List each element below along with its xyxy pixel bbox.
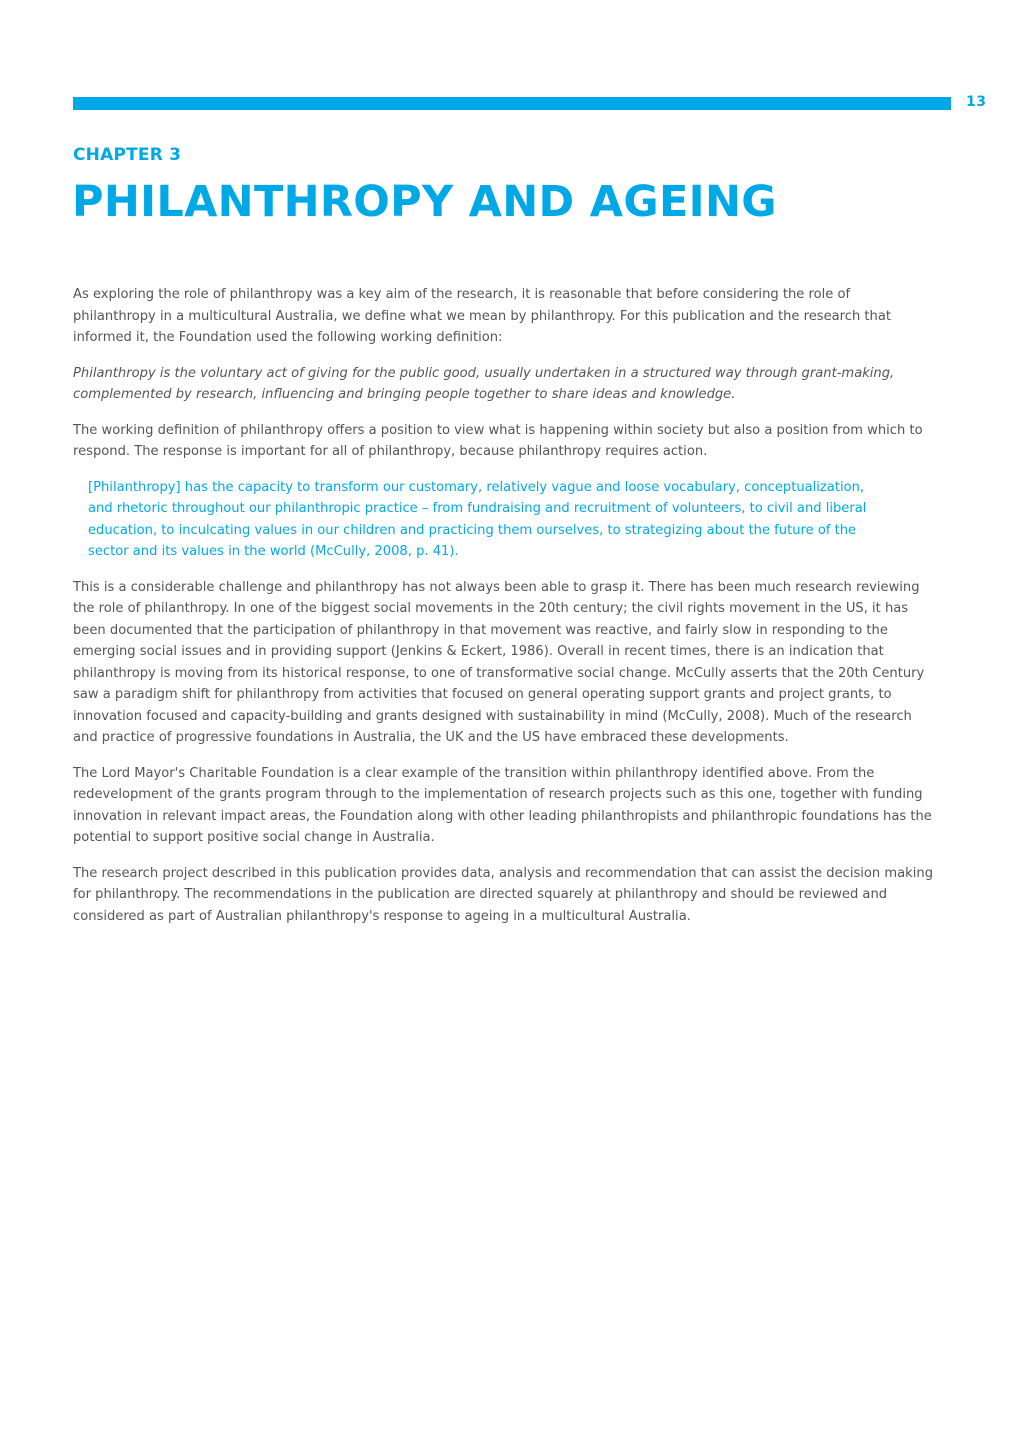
response-paragraph: The working definition of philanthropy offers a position to view what is happening within society but also a position from which to respond. The response is important for all of philanthropy, because philanthropy requires action. — [73, 422, 923, 459]
page-number: 13 — [966, 94, 987, 110]
body-content — [73, 284, 935, 941]
block-quote: [Philanthropy] has the capacity to transform our customary, relatively vague and loose vocabulary, conceptualization, and rhetoric throughout our philanthropic practice – from fundraising and recruitment of volunteers, to civil and liberal education, to inculcating values in our children and practicing them ourselves, to strategizing about the future of the sector and its values in the world (McCully, 2008, p. 41). — [88, 479, 867, 559]
intro-paragraph: As exploring the role of philanthropy was a key aim of the research, it is reasonable that before considering the role of philanthropy in a multicultural Australia, we define what we mean by philanthropy. For this publication and the research that informed it, the Foundation used the following working definition: — [73, 287, 892, 345]
header-rule — [73, 97, 951, 110]
conclusion-paragraph: The research project described in this publication provides data, analysis and recommendation that can assist the decision making for philanthropy. The recommendations in the publication are directed squarely at philanthropy and should be reviewed and considered as part of Australian philanthropy's response to ageing in a multicultural Australia. — [73, 865, 933, 924]
challenge-paragraph: This is a considerable challenge and philanthropy has not always been able to grasp it. There has been much research reviewing the role of philanthropy. In one of the biggest social movements in the 20th century; the civil rights movement in the US, it has been documented that the participation of philanthropy in that movement was reactive, and fairly slow in responding to the emerging social issues and in providing support (Jenkins & Eckert, 1986). Overall in recent times, there is an indication that philanthropy is moving from its historical response, to one of transformative social change. McCully asserts that the 20th Century saw a paradigm shift for philanthropy from activities that focused on general operating support grants and project grants, to innovation focused and capacity-building and grants designed with sustainability in mind (McCully, 2008). Much of the research and practice of progressive foundations in Australia, the UK and the US have embraced these developments. — [73, 579, 925, 745]
foundation-paragraph: The Lord Mayor's Charitable Foundation is a clear example of the transition within philanthropy identified above. From the redevelopment of the grants program through to the implementation of research projects such as this one, together with funding innovation in relevant impact areas, the Foundation along with other leading philanthropists and philanthropic foundations has the potential to support positive social change in Australia. — [73, 765, 932, 845]
definition-paragraph: Philanthropy is the voluntary act of giving for the public good, usually undertaken in a structured way through grant-making, complemented by research, influencing and bringing people together to share ideas and knowledge. — [73, 365, 895, 402]
chapter-label: CHAPTER 3 — [73, 145, 182, 165]
chapter-title: PHILANTHROPY AND AGEING — [72, 177, 777, 227]
